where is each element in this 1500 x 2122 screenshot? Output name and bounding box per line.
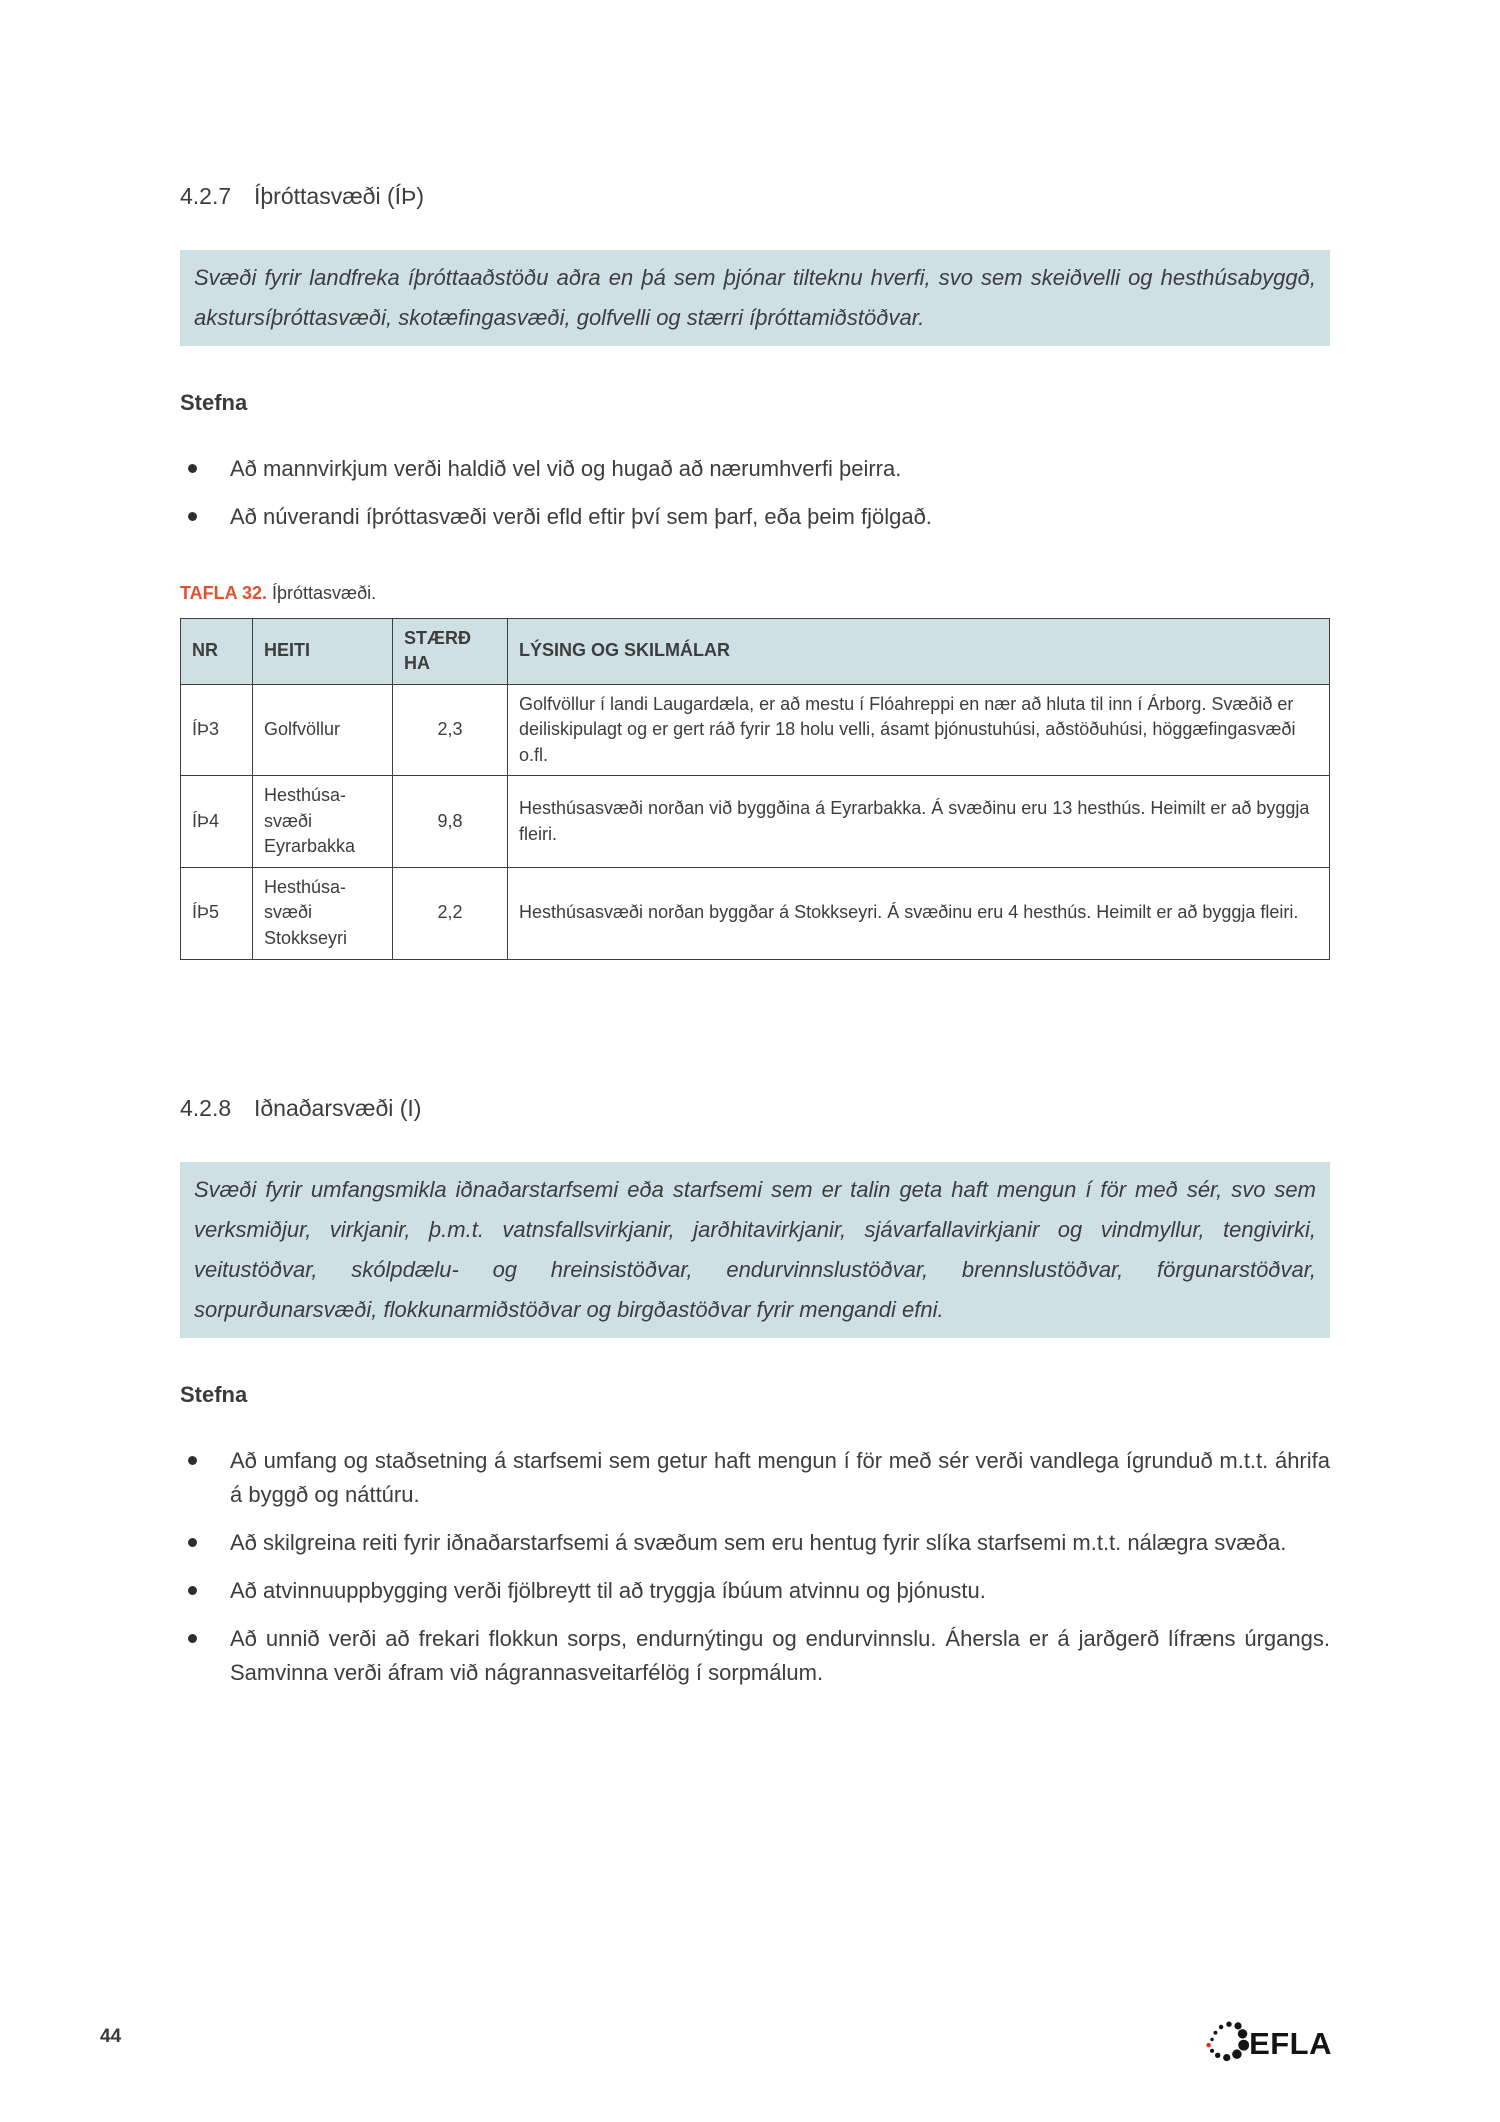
- list-item: [180, 1574, 1330, 1609]
- section-number: 4.2.7: [180, 183, 232, 209]
- list-item: [180, 452, 1330, 487]
- cell-heiti: Golfvöllur: [253, 684, 393, 776]
- bullet-text: Að núverandi íþróttasvæði verði efld eftir því sem þarf, eða þeim fjölgað.: [230, 503, 932, 529]
- section-4-2-8-heading: [180, 1095, 1330, 1122]
- column-header-nr: NR: [181, 618, 253, 684]
- cell-nr: ÍÞ5: [181, 867, 253, 959]
- cell-nr: ÍÞ3: [181, 684, 253, 776]
- definition-paragraph-idnadarsvaedi: Svæði fyrir umfangsmikla iðnaðarstarfsemi eða starfsemi sem er talin geta haft mengun í för með sér, svo sem verksmiðjur, virkjanir, þ.m.t. vatnsfallsvirkjanir, jarðhitavirkjanir, sjávarfallavirkjanir og vindmyllur, tengivirki, veitustöðvar, skólpdælu- og hreinsistöðvar, endurvinnslustöðvar, brennslustöðvar, förgunarstöðvar, sorpurðunarsvæði, flokkunarmiðstöðvar og birgðastöðvar fyrir mengandi efni.: [180, 1162, 1330, 1338]
- efla-logo-dots-icon: [1203, 2018, 1255, 2070]
- bullet-icon: [188, 464, 197, 473]
- bullet-list-1: [180, 452, 1330, 535]
- definition-paragraph-iprottasvaedi: Svæði fyrir landfreka íþróttaaðstöðu aðra en þá sem þjónar tilteknu hverfi, svo sem skeiðvelli og hesthúsabyggð, akstursíþróttasvæði, skotæfingasvæði, golfvelli og stærri íþróttamiðstöðvar.: [180, 250, 1330, 346]
- cell-lysing: Hesthúsasvæði norðan við byggðina á Eyrarbakka. Á svæðinu eru 13 hesthús. Heimilt er að byggja fleiri.: [508, 776, 1330, 868]
- list-item: [180, 1622, 1330, 1692]
- section-number: 4.2.8: [180, 1094, 232, 1121]
- table-row: [181, 867, 1330, 959]
- bullet-icon: [188, 1538, 197, 1547]
- bullet-icon: [188, 1456, 197, 1465]
- table-caption-label: TAFLA 32.: [180, 582, 268, 603]
- bullet-icon: [188, 1586, 197, 1595]
- efla-logo: [1203, 2018, 1332, 2070]
- section-title: Íþróttasvæði (ÍÞ): [254, 183, 424, 209]
- table-row: [181, 776, 1330, 868]
- bullet-text: Að mannvirkjum verði haldið vel við og hugað að nærumhverfi þeirra.: [230, 456, 902, 482]
- table-row: [181, 684, 1330, 776]
- section-4-2-7-heading: [180, 183, 1330, 210]
- stefna-label-1: Stefna: [180, 390, 248, 416]
- bullet-text: Að unnið verði að frekari flokkun sorps, endurnýtingu og endurvinnslu. Áhersla er á jarðgerð lífræns úrgangs. Samvinna verði áfram við nágrannasveitarfélög í sorpmálum.: [230, 1625, 1330, 1686]
- cell-staerd: 2,2: [393, 867, 508, 959]
- cell-lysing: Hesthúsasvæði norðan byggðar á Stokkseyri. Á svæðinu eru 4 hesthús. Heimilt er að byggja fleiri.: [508, 867, 1330, 959]
- cell-heiti: Hesthúsa-svæði Stokkseyri: [253, 867, 393, 959]
- cell-staerd: 9,8: [393, 776, 508, 868]
- bullet-text: Að umfang og staðsetning á starfsemi sem getur haft mengun í för með sér verði vandlega ígrunduð m.t.t. áhrifa á byggð og náttúru.: [230, 1447, 1330, 1508]
- bullet-list-2: [180, 1444, 1330, 1692]
- page-number: 44: [100, 2026, 122, 2047]
- table-caption: [180, 583, 1330, 604]
- bullet-text: Að skilgreina reiti fyrir iðnaðarstarfsemi á svæðum sem eru hentug fyrir slíka starfsemi m.t.t. nálægra svæða.: [230, 1530, 1287, 1556]
- cell-lysing: Golfvöllur í landi Laugardæla, er að mestu í Flóahreppi en nær að hluta til inn í Árborg. Svæðið er deiliskipulagt og er gert ráð fyrir 18 holu velli, ásamt þjónustuhúsi, aðstöðuhúsi, höggæfingasvæði o.fl.: [508, 684, 1330, 776]
- column-header-heiti: HEITI: [253, 618, 393, 684]
- bullet-text: Að atvinnuuppbygging verði fjölbreytt til að tryggja íbúum atvinnu og þjónustu.: [230, 1577, 986, 1603]
- bullet-icon: [188, 512, 197, 521]
- table-header-row: [181, 618, 1330, 684]
- column-header-staerd: STÆRÐ HA: [393, 618, 508, 684]
- column-header-lysing: LÝSING OG SKILMÁLAR: [508, 618, 1330, 684]
- cell-staerd: 2,3: [393, 684, 508, 776]
- bullet-icon: [188, 1634, 197, 1643]
- table-caption-text: Íþróttasvæði.: [272, 582, 377, 603]
- list-item: [180, 500, 1330, 535]
- iprottasvaedi-table: [180, 618, 1330, 960]
- stefna-label-2: Stefna: [180, 1381, 248, 1407]
- cell-heiti: Hesthúsa-svæði Eyrarbakka: [253, 776, 393, 868]
- section-title: Iðnaðarsvæði (I): [254, 1094, 422, 1121]
- list-item: [180, 1444, 1330, 1514]
- list-item: [180, 1526, 1330, 1561]
- cell-nr: ÍÞ4: [181, 776, 253, 868]
- efla-logo-text: EFLA: [1249, 2026, 1332, 2061]
